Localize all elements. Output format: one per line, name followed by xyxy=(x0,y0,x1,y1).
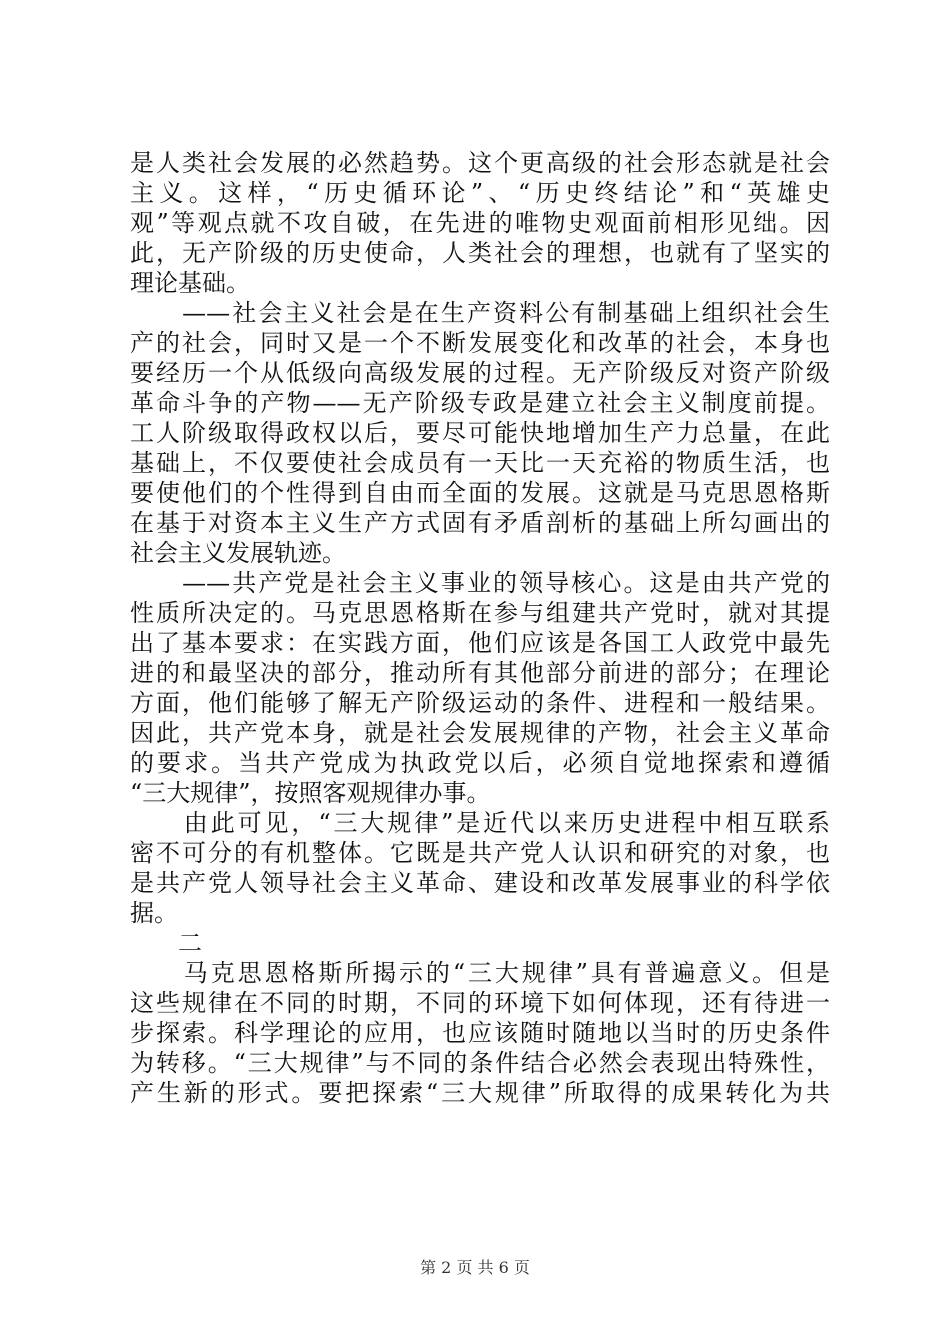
text-line: 因此，共产党本身，就是社会发展规律的产物，社会主义革命 xyxy=(130,719,830,747)
text-line: 是人类社会发展的必然趋势。这个更高级的社会形态就是社会 xyxy=(130,149,830,177)
text-line: 此，无产阶级的历史使命，人类社会的理想，也就有了坚实的 xyxy=(130,239,830,267)
text-line: 要使他们的个性得到自由而全面的发展。这就是马克思恩格斯 xyxy=(130,479,830,507)
text-line: ——社会主义社会是在生产资料公有制基础上组织社会生 xyxy=(130,299,830,327)
text-line: 产的社会，同时又是一个不断发展变化和改革的社会，本身也 xyxy=(130,329,830,357)
text-line: 理论基础。 xyxy=(130,269,250,297)
text-line: 为转移。“三大规律”与不同的条件结合必然会表现出特殊性， xyxy=(130,1049,830,1077)
text-line: 基础上，不仅要使社会成员有一天比一天充裕的物质生活，也 xyxy=(130,449,830,477)
text-line: 在基于对资本主义生产方式固有矛盾剖析的基础上所勾画出的 xyxy=(130,509,830,537)
text-line: 步探索。科学理论的应用，也应该随时随地以当时的历史条件 xyxy=(130,1019,830,1047)
text-line: 由此可见，“三大规律”是近代以来历史进程中相互联系 xyxy=(130,809,830,837)
text-line: 工人阶级取得政权以后，要尽可能快地增加生产力总量，在此 xyxy=(130,419,830,447)
text-line: 这些规律在不同的时期，不同的环境下如何体现，还有待进一 xyxy=(130,989,830,1017)
text-line: 是共产党人领导社会主义革命、建设和改革发展事业的科学依 xyxy=(130,869,830,897)
text-line: 产生新的形式。要把探索“三大规律”所取得的成果转化为共 xyxy=(130,1079,830,1107)
text-line: 革命斗争的产物——无产阶级专政是建立社会主义制度前提。 xyxy=(130,389,830,417)
text-line: 性质所决定的。马克思恩格斯在参与组建共产党时，就对其提 xyxy=(130,599,830,627)
text-line: 社会主义发展轨迹。 xyxy=(130,539,346,567)
text-line: “三大规律”，按照客观规律办事。 xyxy=(130,779,491,807)
text-line: 观”等观点就不攻自破，在先进的唯物史观面前相形见绌。因 xyxy=(130,209,830,237)
text-line: 出了基本要求：在实践方面，他们应该是各国工人政党中最先 xyxy=(130,629,830,657)
text-line: ——共产党是社会主义事业的领导核心。这是由共产党的 xyxy=(130,569,830,597)
text-line: 据。 xyxy=(130,899,178,927)
text-line: 马克思恩格斯所揭示的“三大规律”具有普遍意义。但是 xyxy=(130,959,830,987)
text-line: 密不可分的有机整体。它既是共产党人认识和研究的对象，也 xyxy=(130,839,830,867)
text-line: 主义。这样，“历史循环论”、“历史终结论”和“英雄史 xyxy=(130,179,830,207)
text-line: 要经历一个从低级向高级发展的过程。无产阶级反对资产阶级 xyxy=(130,359,830,387)
page-footer: 第 2 页 共 6 页 xyxy=(420,1258,530,1277)
body-text xyxy=(130,148,830,1108)
text-line: 进的和最坚决的部分，推动所有其他部分前进的部分；在理论 xyxy=(130,659,830,687)
text-line: 二 xyxy=(130,929,202,957)
text-line: 的要求。当共产党成为执政党以后，必须自觉地探索和遵循 xyxy=(130,749,830,777)
text-line: 方面，他们能够了解无产阶级运动的条件、进程和一般结果。 xyxy=(130,689,830,717)
